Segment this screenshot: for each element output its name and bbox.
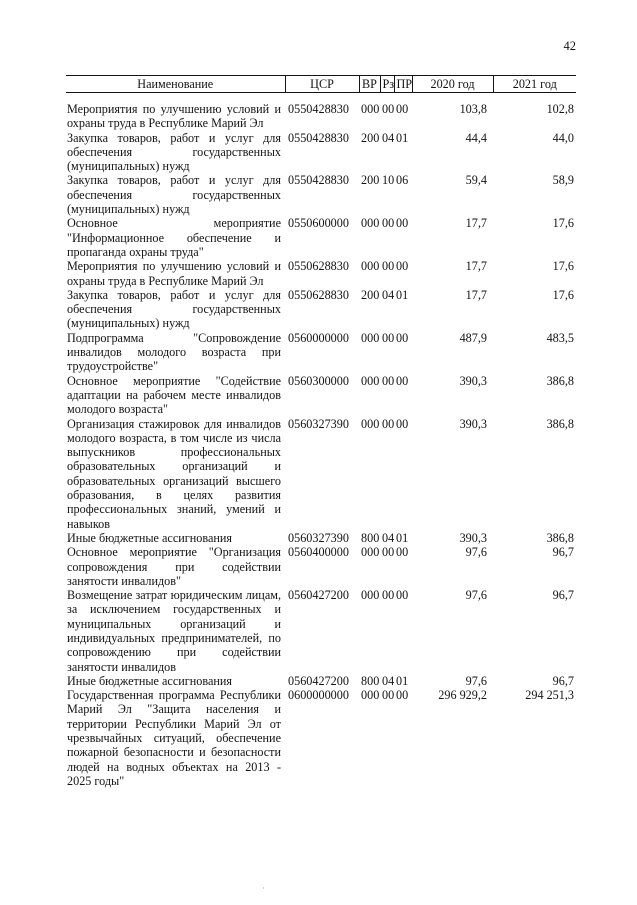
row-vr: 000 bbox=[361, 545, 380, 560]
row-csr: 0560400000 bbox=[288, 545, 349, 560]
row-vr: 000 bbox=[361, 330, 380, 345]
table-row bbox=[66, 545, 576, 588]
row-vr: 000 bbox=[361, 102, 380, 116]
row-amount-2021: 386,8 bbox=[546, 416, 574, 431]
table-row bbox=[66, 173, 576, 216]
header-csr: ЦСР bbox=[285, 76, 359, 93]
row-name: Основное мероприятие "Информационное обеспечение и пропаганда охраны труда" bbox=[67, 216, 281, 259]
row-rz: 04 bbox=[382, 673, 395, 688]
row-amount-2020: 103,8 bbox=[459, 102, 487, 116]
row-rz: 00 bbox=[382, 102, 395, 116]
row-pr: 01 bbox=[396, 130, 409, 145]
row-vr: 000 bbox=[361, 588, 380, 603]
row-name: Организация стажировок для инвалидов молодого возраста, в том числе из числа выпускников профессиональных образовательных организаций и образовательных организаций высшего образования, в целях развития профессиональных знаний, умений и навыков bbox=[67, 416, 281, 531]
row-vr: 200 bbox=[361, 173, 380, 188]
row-amount-2020: 44,4 bbox=[465, 130, 487, 145]
row-amount-2020: 97,6 bbox=[465, 588, 487, 603]
row-amount-2021: 17,6 bbox=[552, 259, 574, 274]
row-vr: 800 bbox=[361, 673, 380, 688]
row-pr: 00 bbox=[396, 259, 409, 274]
row-name: Закупка товаров, работ и услуг для обеспечения государственных (муниципальных) нужд bbox=[67, 287, 281, 331]
row-rz: 00 bbox=[382, 216, 395, 231]
row-amount-2020: 97,6 bbox=[465, 545, 487, 560]
row-rz: 00 bbox=[382, 259, 395, 274]
table-row bbox=[66, 417, 576, 531]
row-name: Государственная программа Республики Марий Эл "Защита населения и территории Республики Марий Эл от чрезвычайных ситуаций, обеспечение пожарной безопасности и безопасности людей на водных объектах на 2013 - 2025 годы" bbox=[67, 688, 281, 788]
table-row bbox=[66, 374, 576, 417]
header-year-2020: 2020 год bbox=[412, 76, 493, 93]
row-rz: 00 bbox=[382, 373, 395, 388]
row-name: Основное мероприятие "Организация сопровождения при содействии занятости инвалидов" bbox=[67, 545, 281, 588]
row-rz: 00 bbox=[382, 688, 395, 703]
row-rz: 00 bbox=[382, 545, 395, 560]
row-amount-2021: 96,7 bbox=[552, 545, 574, 560]
row-name: Закупка товаров, работ и услуг для обеспечения государственных (муниципальных) нужд bbox=[67, 130, 281, 174]
footer-mark: · bbox=[262, 883, 265, 893]
row-rz: 00 bbox=[382, 330, 395, 345]
page-number: 42 bbox=[563, 39, 576, 53]
table-row bbox=[66, 93, 576, 131]
row-vr: 200 bbox=[361, 287, 380, 302]
row-name: Подпрограмма "Сопровождение инвалидов молодого возраста при трудоустройстве" bbox=[67, 330, 281, 374]
row-pr: 01 bbox=[396, 530, 409, 545]
row-csr: 0560300000 bbox=[288, 373, 349, 388]
header-vr: ВР bbox=[359, 76, 380, 93]
row-csr: 0550600000 bbox=[288, 216, 349, 231]
row-amount-2021: 44,0 bbox=[552, 130, 574, 145]
row-csr: 0550628830 bbox=[288, 259, 349, 274]
row-vr: 000 bbox=[361, 688, 380, 703]
table-header bbox=[66, 76, 576, 93]
row-amount-2021: 96,7 bbox=[552, 588, 574, 603]
table-row bbox=[66, 331, 576, 374]
row-vr: 000 bbox=[361, 216, 380, 231]
row-csr: 0550428830 bbox=[288, 130, 349, 145]
header-name: Наименование bbox=[66, 76, 285, 93]
row-vr: 200 bbox=[361, 130, 380, 145]
table-body bbox=[66, 93, 576, 789]
row-amount-2021: 58,9 bbox=[552, 173, 574, 188]
row-name: Мероприятия по улучшению условий и охраны труда в Республике Марий Эл bbox=[67, 102, 281, 131]
table-row bbox=[66, 288, 576, 331]
table-row bbox=[66, 688, 576, 788]
header-rz: Рз bbox=[380, 76, 394, 93]
row-name: Иные бюджетные ассигнования bbox=[67, 673, 233, 688]
row-amount-2020: 487,9 bbox=[459, 330, 487, 345]
row-rz: 04 bbox=[382, 130, 395, 145]
row-csr: 0560327390 bbox=[288, 416, 349, 431]
row-name: Иные бюджетные ассигнования bbox=[67, 530, 233, 545]
row-name: Закупка товаров, работ и услуг для обеспечения государственных (муниципальных) нужд bbox=[67, 173, 281, 217]
row-amount-2021: 17,6 bbox=[552, 216, 574, 231]
table-row bbox=[66, 216, 576, 259]
row-csr: 0550628830 bbox=[288, 287, 349, 302]
row-amount-2020: 59,4 bbox=[465, 173, 487, 188]
row-name: Мероприятия по улучшению условий и охраны труда в Республике Марий Эл bbox=[67, 259, 281, 288]
row-pr: 01 bbox=[396, 673, 409, 688]
row-rz: 00 bbox=[382, 588, 395, 603]
row-amount-2021: 386,8 bbox=[546, 373, 574, 388]
row-amount-2020: 390,3 bbox=[459, 416, 487, 431]
row-pr: 00 bbox=[396, 545, 409, 560]
row-amount-2021: 96,7 bbox=[552, 673, 574, 688]
row-amount-2021: 483,5 bbox=[546, 330, 574, 345]
row-amount-2020: 390,3 bbox=[459, 530, 487, 545]
row-csr: 0560000000 bbox=[288, 330, 349, 345]
table-row bbox=[66, 674, 576, 688]
row-pr: 00 bbox=[396, 102, 409, 116]
row-vr: 000 bbox=[361, 259, 380, 274]
row-rz: 00 bbox=[382, 416, 395, 431]
row-amount-2020: 296 929,2 bbox=[438, 688, 487, 703]
table-row bbox=[66, 259, 576, 288]
row-pr: 00 bbox=[396, 330, 409, 345]
row-amount-2021: 102,8 bbox=[546, 102, 574, 116]
row-rz: 10 bbox=[382, 173, 395, 188]
row-amount-2020: 17,7 bbox=[465, 216, 487, 231]
row-vr: 800 bbox=[361, 530, 380, 545]
row-pr: 00 bbox=[396, 373, 409, 388]
row-amount-2020: 390,3 bbox=[459, 373, 487, 388]
row-pr: 00 bbox=[396, 416, 409, 431]
row-name: Основное мероприятие "Содействие адаптации на рабочем месте инвалидов молодого возраста" bbox=[67, 373, 281, 417]
row-amount-2021: 386,8 bbox=[546, 530, 574, 545]
row-pr: 06 bbox=[396, 173, 409, 188]
row-amount-2021: 294 251,3 bbox=[525, 688, 574, 703]
row-amount-2020: 17,7 bbox=[465, 287, 487, 302]
row-csr: 0560427200 bbox=[288, 588, 349, 603]
table-row bbox=[66, 131, 576, 174]
row-csr: 0600000000 bbox=[288, 688, 349, 703]
table-row bbox=[66, 531, 576, 545]
row-name: Возмещение затрат юридическим лицам, за исключением государственных и муниципальных организаций и индивидуальных предпринимателей, по сопровождению при содействии занятости инвалидов bbox=[67, 588, 281, 674]
row-csr: 0560427200 bbox=[288, 673, 349, 688]
row-pr: 00 bbox=[396, 688, 409, 703]
row-pr: 01 bbox=[396, 287, 409, 302]
table-row bbox=[66, 588, 576, 674]
row-pr: 00 bbox=[396, 588, 409, 603]
row-csr: 0550428830 bbox=[288, 173, 349, 188]
row-vr: 000 bbox=[361, 373, 380, 388]
row-amount-2020: 97,6 bbox=[465, 673, 487, 688]
row-amount-2021: 17,6 bbox=[552, 287, 574, 302]
row-amount-2020: 17,7 bbox=[465, 259, 487, 274]
row-rz: 04 bbox=[382, 530, 395, 545]
header-year-2021: 2021 год bbox=[493, 76, 576, 93]
budget-table bbox=[66, 75, 576, 788]
header-pr: ПР bbox=[394, 76, 412, 93]
row-csr: 0550428830 bbox=[288, 102, 349, 116]
row-pr: 00 bbox=[396, 216, 409, 231]
row-rz: 04 bbox=[382, 287, 395, 302]
row-vr: 000 bbox=[361, 416, 380, 431]
row-csr: 0560327390 bbox=[288, 530, 349, 545]
